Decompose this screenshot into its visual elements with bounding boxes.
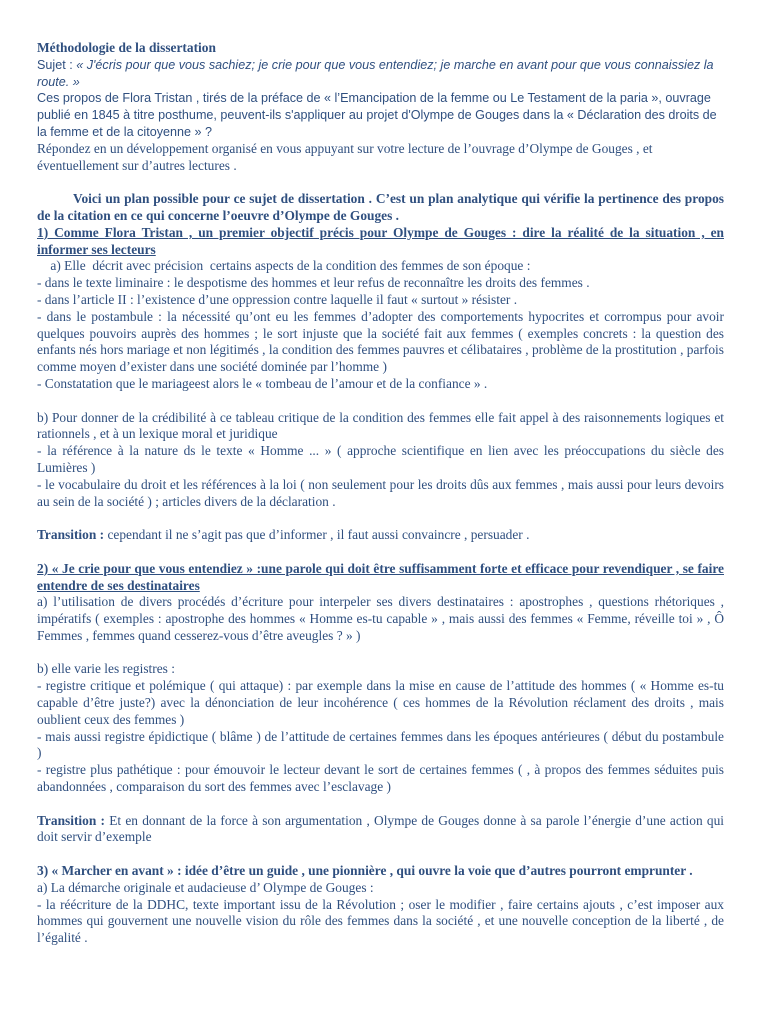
part1-a-item: - dans le postambule : la nécessité qu’ont eu les femmes d’adopter des comportements hypocrites et corrompus pour avoir quelques pouvoirs auprès des hommes ; le sort injuste que la société fait aux femmes ( exemples concrets : la question des enfants nés hors mariage et non légitimés , la condition des femmes pauvres et célibataires , problème de la prostitution , parfois comme moyen d’exister dans une société dominée par l’homme ) xyxy=(37,308,724,375)
subject-context: Ces propos de Flora Tristan , tirés de la préface de « l’Emancipation de la femme ou Le Testament de la paria », ouvrage publié en 1845 à titre posthume, peuvent-ils s'appliquer au projet d'Olympe de Gouges dans la « Déclaration des droits de la femme et de la citoyenne » ? xyxy=(37,91,717,139)
part1-a-item: - Constatation que le mariageest alors le « tombeau de l’amour et de la confiance » . xyxy=(37,375,488,391)
subject-label: Sujet : xyxy=(37,57,77,72)
part2-title: 2) « Je crie pour que vous entendiez » :une parole qui doit être suffisamment forte et efficace pour revendiquer , se faire entendre de ses destinataires xyxy=(37,560,724,593)
part2-a-paragraph: a) l’utilisation de divers procédés d’écriture pour interpeler ses divers destinataires : apostrophes , questions rhétoriques , impératifs ( exemples : apostrophe des hommes « Homme es-tu capable » , mais aussi des femmes « Femme, réveille toi » , Ô Femmes , femmes quand cesserez-vous d’être aveugles ? » ) xyxy=(37,594,724,643)
transition-text: cependant il ne s’agit pas que d’informer , il faut aussi convaincre , persuader . xyxy=(104,527,530,543)
document-page xyxy=(37,40,724,947)
part2-b-item: - registre plus pathétique : pour émouvoir le lecteur devant le sort de certaines femmes ( , à propos des femmes séduites puis abandonnées , comparaison du sort des femmes avec l’esclavage ) xyxy=(37,762,724,795)
part2-b-item: - mais aussi registre épidictique ( blâme ) de l’attitude de certaines femmes dans les époques antérieures ( début du postambule ) xyxy=(37,728,724,761)
document-title: Méthodologie de la dissertation xyxy=(37,40,216,55)
spacer xyxy=(37,510,724,527)
subject-instructions: Répondez en un développement organisé en vous appuyant sur votre lecture de l’ouvrage d’Olympe de Gouges , et éventuellement sur d’autres lectures . xyxy=(37,140,653,173)
part1-a-item: - dans l’article II : l’existence d’une oppression contre laquelle il faut « surtout » résister . xyxy=(37,291,518,307)
transition-label: Transition : xyxy=(37,527,105,543)
part3-a-heading: a) La démarche originale et audacieuse d’ Olympe de Gouges : xyxy=(37,879,374,895)
plan-intro: Voici un plan possible pour ce sujet de dissertation . C’est un plan analytique qui vérifie la pertinence des propos de la citation en ce qui concerne l’oeuvre d’Olympe de Gouges . xyxy=(37,191,724,223)
transition-label: Transition : xyxy=(37,812,105,828)
spacer xyxy=(37,174,724,191)
spacer xyxy=(37,645,724,662)
part1-a-heading: a) Elle décrit avec précision certains aspects de la condition des femmes de son époque : xyxy=(37,258,531,274)
spacer xyxy=(37,393,724,410)
subject-quote: « J'écris pour que vous sachiez; je crie pour que vous entendiez; je marche en avant pour que vous connaissiez la route. » xyxy=(37,57,714,89)
transition-text: Et en donnant de la force à son argumentation , Olympe de Gouges donne à sa parole l’énergie d’une action qui doit servir d’exemple xyxy=(37,812,724,845)
part2-b-item: - registre critique et polémique ( qui attaque) : par exemple dans la mise en cause de l’attitude des hommes ( « Homme es-tu capable d’être juste?) avec la dénonciation de leur incohérence ( ces hommes de la Révolution réclament des droits , mais oublient ceux des femmes ) xyxy=(37,678,724,727)
part1-b-item: - la référence à la nature ds le texte « Homme ... » ( approche scientifique en lien avec les préoccupations du siècle des Lumières ) xyxy=(37,443,724,475)
transition-2 xyxy=(37,813,724,847)
subject-quote-paragraph xyxy=(37,57,724,91)
part2-b-heading: b) elle varie les registres : xyxy=(37,661,175,677)
spacer xyxy=(37,846,724,863)
spacer xyxy=(37,544,724,561)
part1-b-item: - le vocabulaire du droit et les références à la loi ( non seulement pour les droits dûs aux femmes , mais aussi pour leurs devoirs au sein de la société ) ; articles divers de la déclaration . xyxy=(37,476,724,509)
spacer xyxy=(37,796,724,813)
part1-title: 1) Comme Flora Tristan , un premier objectif précis pour Olympe de Gouges : dire la réalité de la situation , en informer ses lecteurs xyxy=(37,224,724,257)
part3-title: 3) « Marcher en avant » : idée d’être un guide , une pionnière , qui ouvre la voie que d’autres pourront emprunter . xyxy=(37,863,693,879)
part3-a-item: - la réécriture de la DDHC, texte important issu de la Révolution ; oser le modifier , faire certains ajouts , c’est imposer aux hommes qui gouvernent une nouvelle vision du rôle des femmes dans la société , et une nouvelle conception de la liberté , de l’égalité . xyxy=(37,896,724,946)
part1-b-heading: b) Pour donner de la crédibilité à ce tableau critique de la condition des femmes elle fait appel à des raisonnements logiques et rationnels , et à un lexique moral et juridique xyxy=(37,409,724,442)
part1-a-item: - dans le texte liminaire : le despotisme des hommes et leur refus de reconnaître les droits des femmes . xyxy=(37,275,590,291)
transition-1 xyxy=(37,527,724,544)
